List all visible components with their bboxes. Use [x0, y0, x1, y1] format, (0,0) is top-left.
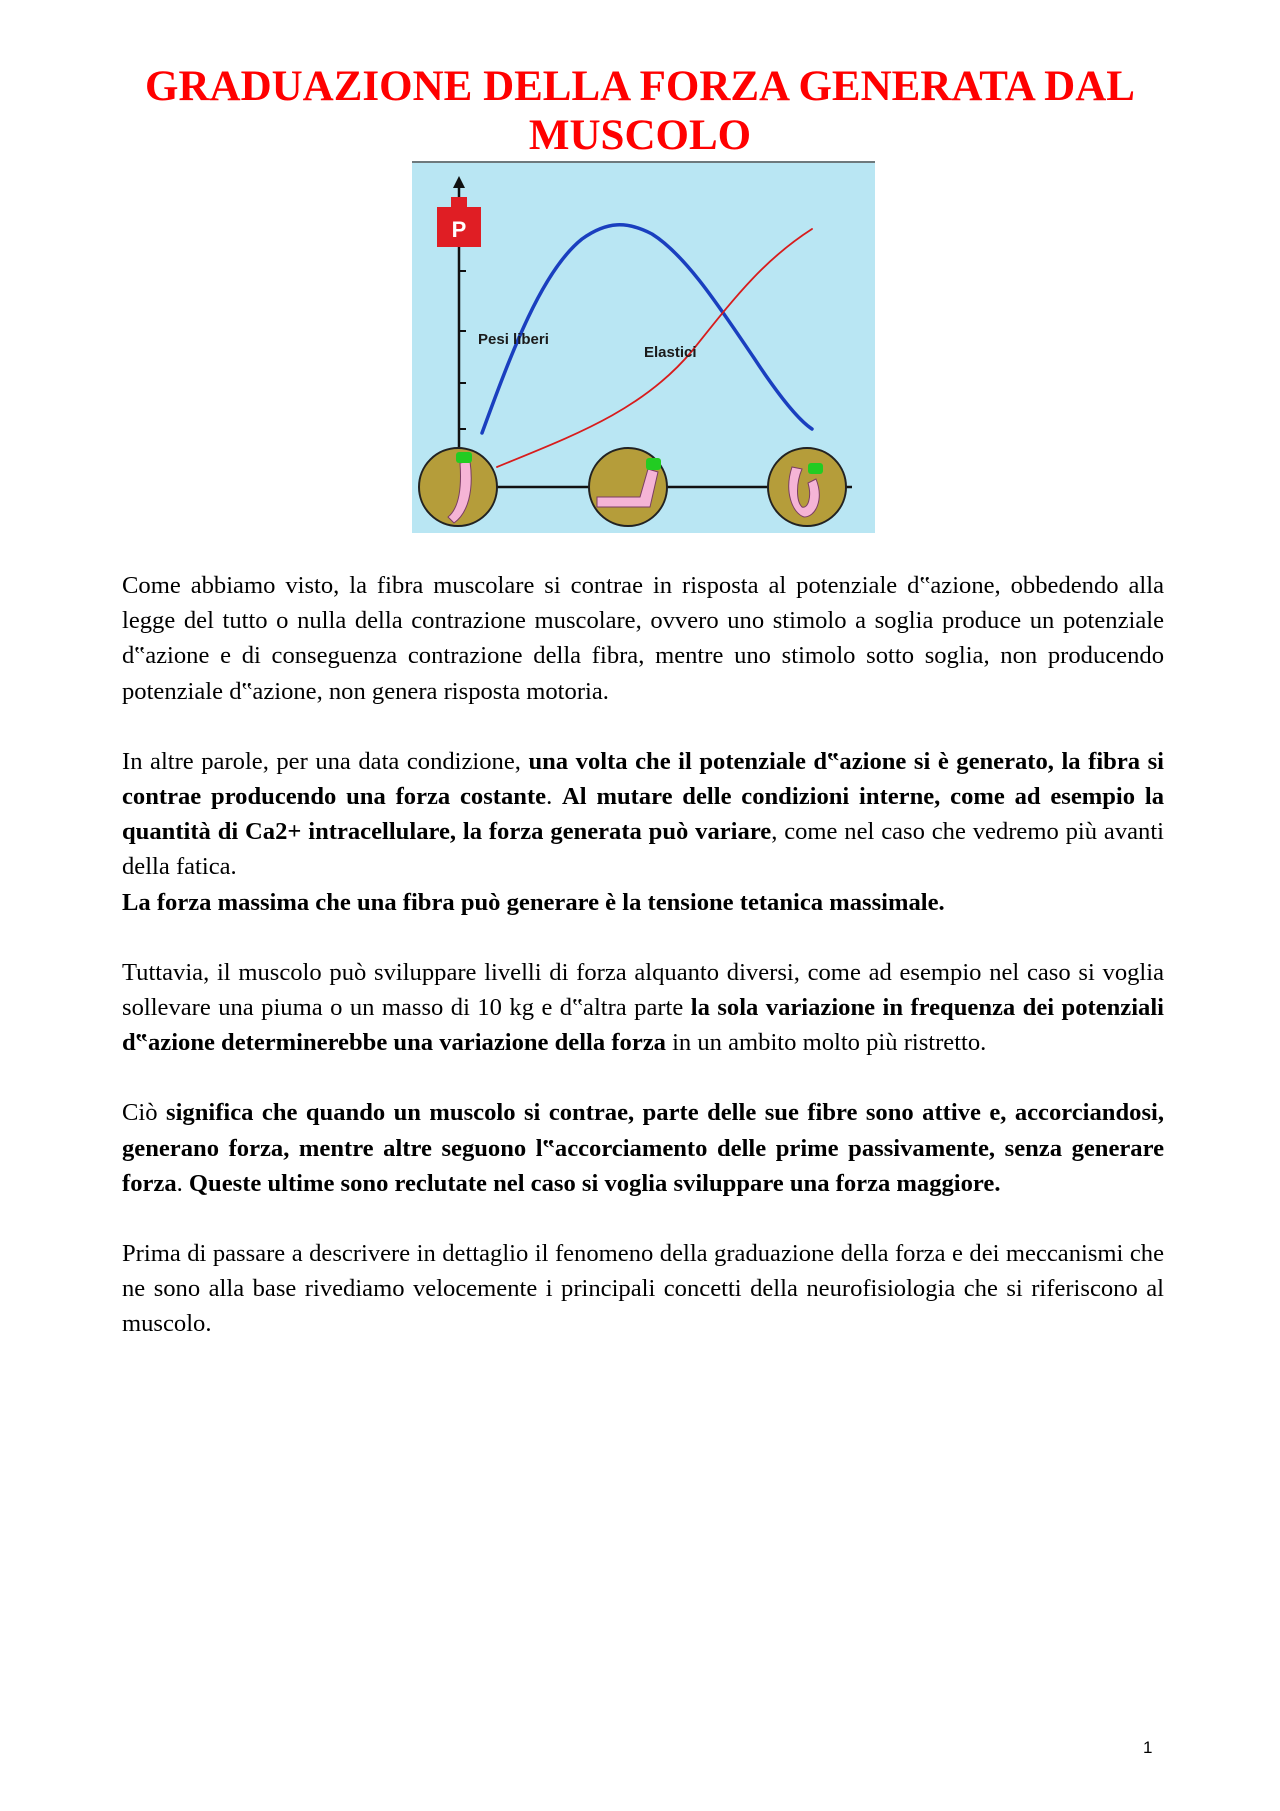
arm-position-extended [419, 448, 497, 526]
bold-text-run: la sola variazione in frequenza dei potenziali d‟azione determinerebbe una variazione della forza [122, 994, 1164, 1057]
text-run: Ciò [122, 1099, 166, 1127]
free-weights-label: Pesi liberi [478, 331, 549, 348]
bold-text-run: una volta che il potenziale d‟azione si è generato, la fibra si contrae producendo una forza costante [122, 747, 1164, 811]
paragraph-4 [122, 955, 1164, 1061]
text-run: in un ambito molto più ristretto. [665, 1029, 987, 1057]
bold-text-run: Al mutare delle condizioni interne, come ad esempio la quantità di Ca2+ intracellulare, la forza generata può variare [122, 783, 1164, 846]
page-number: 1 [1143, 1738, 1153, 1757]
text-run: Come abbiamo visto, la fibra muscolare si contrae in risposta al potenziale d‟azione, obbedendo alla legge del tutto o nulla della contrazione muscolare, ovvero uno stimolo a soglia produce un potenziale d‟azione e di conseguenza contrazione della fibra, mentre uno stimolo sotto soglia, non producendo potenziale d‟azione, non genera risposta motoria. [122, 572, 1164, 705]
paragraph-3 [122, 885, 1164, 920]
text-run: Prima di passare a descrivere in dettaglio il fenomeno della graduazione della forza e dei meccanismi che ne sono alla base rivediamo velocemente i principali concetti della neurofisiologia che si riferiscono al muscolo. [122, 1240, 1164, 1338]
paragraph-6 [122, 1236, 1164, 1342]
bold-text-run: Queste ultime sono reclutate nel caso si voglia sviluppare una forza maggiore. [188, 1169, 1001, 1197]
bold-text-run: La forza massima che una fibra può generare è la tensione tetanica massimale. [122, 888, 945, 916]
paragraph-2 [122, 744, 1164, 885]
bold-text-run: significa che quando un muscolo si contrae, parte delle sue fibre sono attive e, accorciandosi, generano forza, mentre altre seguono l‟accorciamento delle prime passivamente, senza generare forza [122, 1099, 1164, 1197]
body-text [122, 568, 1164, 1377]
paragraph-5 [122, 1095, 1164, 1201]
elastics-label: Elastici [644, 344, 697, 361]
strength-curve-figure [412, 161, 875, 533]
text-run: In altre parole, per una data condizione, [122, 747, 529, 775]
arm-position-mid [589, 448, 667, 526]
text-run: . [176, 1169, 189, 1197]
text-run: , come nel caso che vedremo più avanti della fatica. [122, 818, 1164, 881]
page-title: GRADUAZIONE DELLA FORZA GENERATA DAL MUSCOLO [145, 63, 1135, 159]
text-run: . [546, 783, 563, 811]
arm-position-flexed [768, 448, 846, 526]
weight-label: P [451, 217, 467, 242]
text-run: Tuttavia, il muscolo può sviluppare livelli di forza alquanto diversi, come ad esempio nel caso si voglia sollevare una piuma o un masso di 10 kg e d‟altra parte [122, 958, 1164, 1022]
figure-canvas [412, 161, 875, 533]
paragraph-1 [122, 568, 1164, 709]
